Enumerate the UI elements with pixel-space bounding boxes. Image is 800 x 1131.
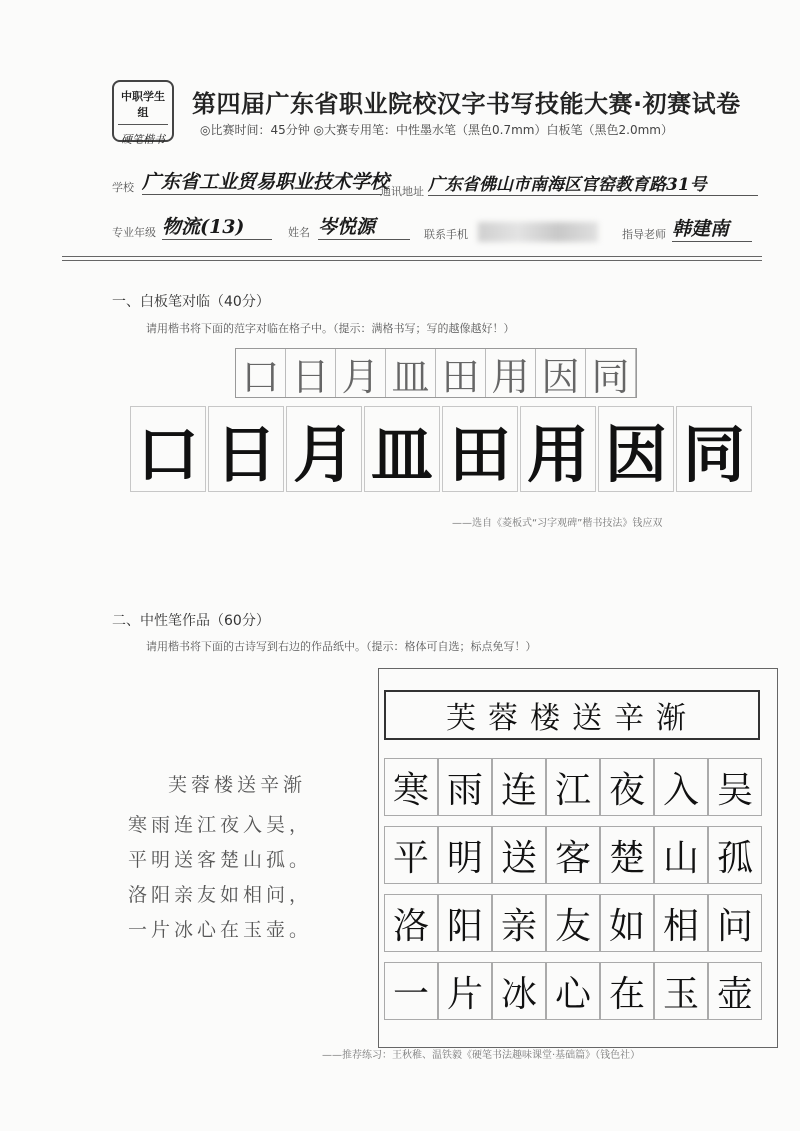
- poem-line: 平明送客楚山孤。: [128, 849, 313, 871]
- group-badge: [112, 80, 174, 146]
- address-label: 通讯地址: [380, 185, 424, 198]
- written-char: 因: [598, 406, 674, 492]
- work-char: 江: [546, 758, 600, 816]
- exam-info: ◎比赛时间：45分钟 ◎大赛专用笔：中性墨水笔（黑色0.7mm）白板笔（黑色2.0mm）: [200, 123, 673, 137]
- section1-heading: 一、白板笔对临（40分）: [112, 294, 270, 310]
- work-row: [384, 826, 762, 884]
- section1-credit: ——选自《菱板式“习字观碑”楷书技法》钱应双: [452, 518, 663, 529]
- work-char: 冰: [492, 962, 546, 1020]
- written-char: 同: [676, 406, 752, 492]
- work-char: 雨: [438, 758, 492, 816]
- header-divider-2: [62, 260, 762, 261]
- work-char: 寒: [384, 758, 438, 816]
- work-char: 入: [654, 758, 708, 816]
- header-divider: [62, 256, 762, 257]
- model-char: 同: [586, 349, 636, 397]
- address-value: 广东省佛山市南海区官窑教育路31号: [428, 170, 758, 196]
- poem-line: 寒雨连江夜入吴，: [128, 814, 313, 836]
- work-char: 客: [546, 826, 600, 884]
- work-char: 明: [438, 826, 492, 884]
- major-value: 物流(13): [162, 212, 272, 240]
- phone-label: 联系手机: [424, 228, 468, 241]
- work-char: 一: [384, 962, 438, 1020]
- work-char: 孤: [708, 826, 762, 884]
- work-char: 玉: [654, 962, 708, 1020]
- work-row: [384, 894, 762, 952]
- name-value: 岑悦源: [318, 212, 410, 240]
- phone-redacted: [478, 222, 598, 242]
- work-row: [384, 962, 762, 1020]
- model-char: 田: [436, 349, 486, 397]
- poem-text: [128, 808, 312, 948]
- work-char: 楚: [600, 826, 654, 884]
- work-char: 壶: [708, 962, 762, 1020]
- written-char: 田: [442, 406, 518, 492]
- section2-credit: ——推荐练习：王秋稚、温铁毅《硬笔书法趣味课堂·基础篇》（钱色社）: [322, 1050, 641, 1061]
- model-char: 月: [336, 349, 386, 397]
- section2-heading: 二、中性笔作品（60分）: [112, 613, 270, 629]
- written-char: 日: [208, 406, 284, 492]
- work-char: 连: [492, 758, 546, 816]
- work-char: 夜: [600, 758, 654, 816]
- work-char: 问: [708, 894, 762, 952]
- work-char: 亲: [492, 894, 546, 952]
- name-label: 姓名: [288, 226, 310, 239]
- model-char: 口: [236, 349, 286, 397]
- school-label: 学校: [112, 181, 134, 194]
- model-char: 用: [486, 349, 536, 397]
- teacher-label: 指导老师: [622, 228, 666, 241]
- badge-group: 中职学生组: [118, 82, 168, 125]
- work-char: 平: [384, 826, 438, 884]
- work-char: 洛: [384, 894, 438, 952]
- model-char: 日: [286, 349, 336, 397]
- written-char: 用: [520, 406, 596, 492]
- work-char: 送: [492, 826, 546, 884]
- teacher-value: 韩建南: [672, 214, 752, 242]
- work-char: 山: [654, 826, 708, 884]
- model-char: 皿: [386, 349, 436, 397]
- written-char: 月: [286, 406, 362, 492]
- work-char: 阳: [438, 894, 492, 952]
- model-char: 因: [536, 349, 586, 397]
- section2-instruction: 请用楷书将下面的古诗写到右边的作品纸中。（提示：格体可自选；标点免写！）: [146, 640, 537, 653]
- model-char-grid: [235, 348, 637, 398]
- page-title: 第四届广东省职业院校汉字书写技能大赛·初赛试卷: [192, 90, 741, 118]
- work-char: 友: [546, 894, 600, 952]
- written-char: 口: [130, 406, 206, 492]
- written-char: 皿: [364, 406, 440, 492]
- work-char: 在: [600, 962, 654, 1020]
- poem-line: 一片冰心在玉壶。: [128, 919, 313, 941]
- work-title: 芙蓉楼送辛渐: [384, 690, 760, 740]
- work-char: 如: [600, 894, 654, 952]
- work-char: 片: [438, 962, 492, 1020]
- badge-category: 硬笔楷书: [121, 133, 165, 146]
- work-row: [384, 758, 762, 816]
- section1-instruction: 请用楷书将下面的范字对临在格子中。（提示：满格书写；写的越像越好！）: [146, 322, 515, 335]
- school-value: 广东省工业贸易职业技术学校: [142, 167, 382, 195]
- work-char: 相: [654, 894, 708, 952]
- major-label: 专业年级: [112, 226, 156, 239]
- work-char: 心: [546, 962, 600, 1020]
- practice-char-grid: [130, 406, 754, 492]
- poem-line: 洛阳亲友如相问，: [128, 884, 313, 906]
- work-char: 吴: [708, 758, 762, 816]
- poem-title: 芙蓉楼送辛渐: [168, 774, 307, 796]
